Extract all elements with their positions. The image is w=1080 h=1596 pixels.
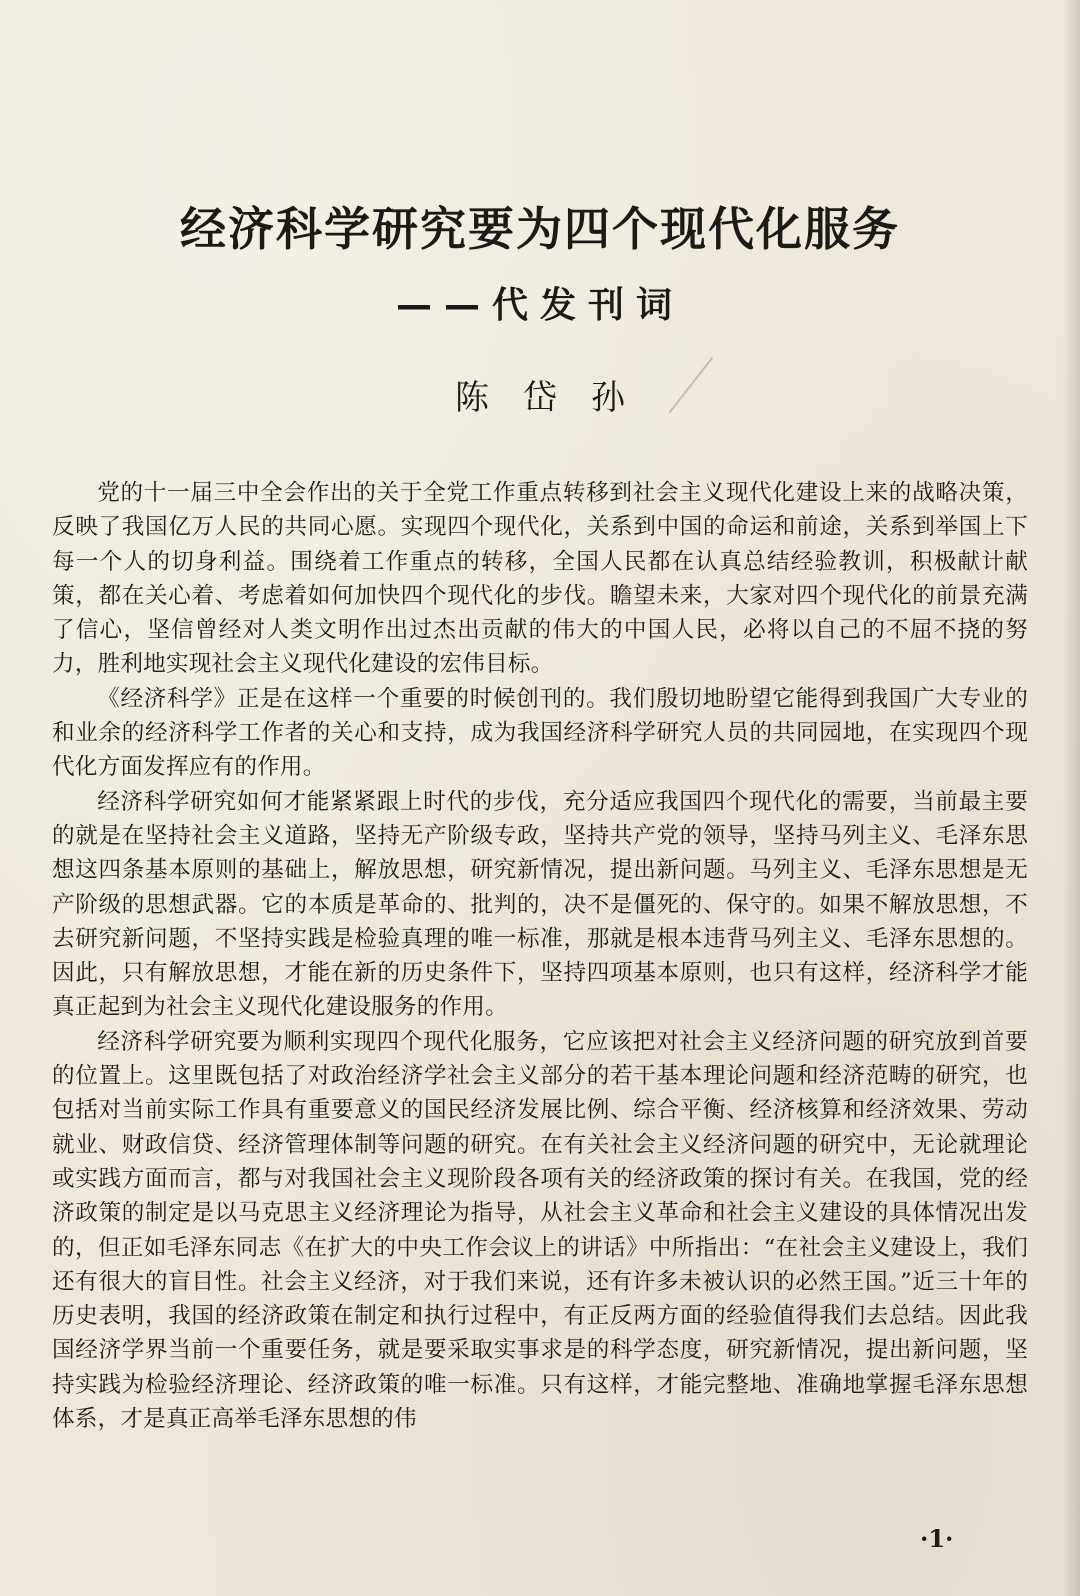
article-body (52, 476, 1028, 1436)
paragraph: 经济科学研究如何才能紧紧跟上时代的步伐，充分适应我国四个现代化的需要，当前最主要的就是在坚持社会主义道路，坚持无产阶级专政，坚持共产党的领导，坚持马列主义、毛泽东思想这四条基本原则的基础上，解放思想，研究新情况，提出新问题。马列主义、毛泽东思想是无产阶级的思想武器。它的本质是革命的、批判的，决不是僵死的、保守的。如果不解放思想，不去研究新问题，不坚持实践是检验真理的唯一标准，那就是根本违背马列主义、毛泽东思想的。因此，只有解放思想，才能在新的历史条件下，坚持四项基本原则，也只有这样，经济科学才能真正起到为社会主义现代化建设服务的作用。 (52, 788, 1028, 1021)
paragraph: 经济科学研究要为顺利实现四个现代化服务，它应该把对社会主义经济问题的研究放到首要的位置上。这里既包括了对政治经济学社会主义部分的若干基本理论问题和经济范畴的研究，也包括对当前实际工作具有重要意义的国民经济发展比例、综合平衡、经济核算和经济效果、劳动就业、财政信贷、经济管理体制等问题的研究。在有关社会主义经济问题的研究中，无论就理论或实践方面而言，都与对我国社会主义现阶段各项有关的经济政策的探讨有关。在我国，党的经济政策的制定是以马克思主义经济理论为指导，从社会主义革命和社会主义建设的具体情况出发的，但正如毛泽东同志《在扩大的中央工作会议上的讲话》中所指出：“在社会主义建设上，我们还有很大的盲目性。社会主义经济，对于我们来说，还有许多未被认识的必然王国。”近三十年的历史表明，我国的经济政策在制定和执行过程中，有正反两方面的经验值得我们去总结。因此我国经济学界当前一个重要任务，就是要采取实事求是的科学态度，研究新情况，提出新问题，坚持实践为检验经济理论、经济政策的唯一标准。只有这样，才能完整地、准确地掌握毛泽东思想体系，才是真正高举毛泽东思想的伟 (52, 1028, 1028, 1433)
paragraph: 《经济科学》正是在这样一个重要的时候创刊的。我们殷切地盼望它能得到我国广大专业的和业余的经济科学工作者的关心和支持，成为我国经济科学研究人员的共同园地，在实现四个现代化方面发挥应有的作用。 (52, 685, 1028, 781)
page-number: ·1· (920, 1524, 954, 1553)
article-subtitle: ——代发刊词 (395, 285, 684, 326)
article-title: 经济科学研究要为四个现代化服务 (180, 201, 900, 256)
article-author: 陈岱孙 (455, 378, 659, 418)
paragraph: 党的十一届三中全会作出的关于全党工作重点转移到社会主义现代化建设上来的战略决策，反映了我国亿万人民的共同心愿。实现四个现代化，关系到中国的命运和前途，关系到举国上下每一个人的切身利益。围绕着工作重点的转移，全国人民都在认真总结经验教训，积极献计献策，都在关心着、考虑着如何加快四个现代化的步伐。瞻望未来，大家对四个现代化的前景充满了信心，坚信曾经对人类文明作出过杰出贡献的伟大的中国人民，必将以自己的不屈不挠的努力，胜利地实现社会主义现代化建设的宏伟目标。 (52, 480, 1028, 678)
